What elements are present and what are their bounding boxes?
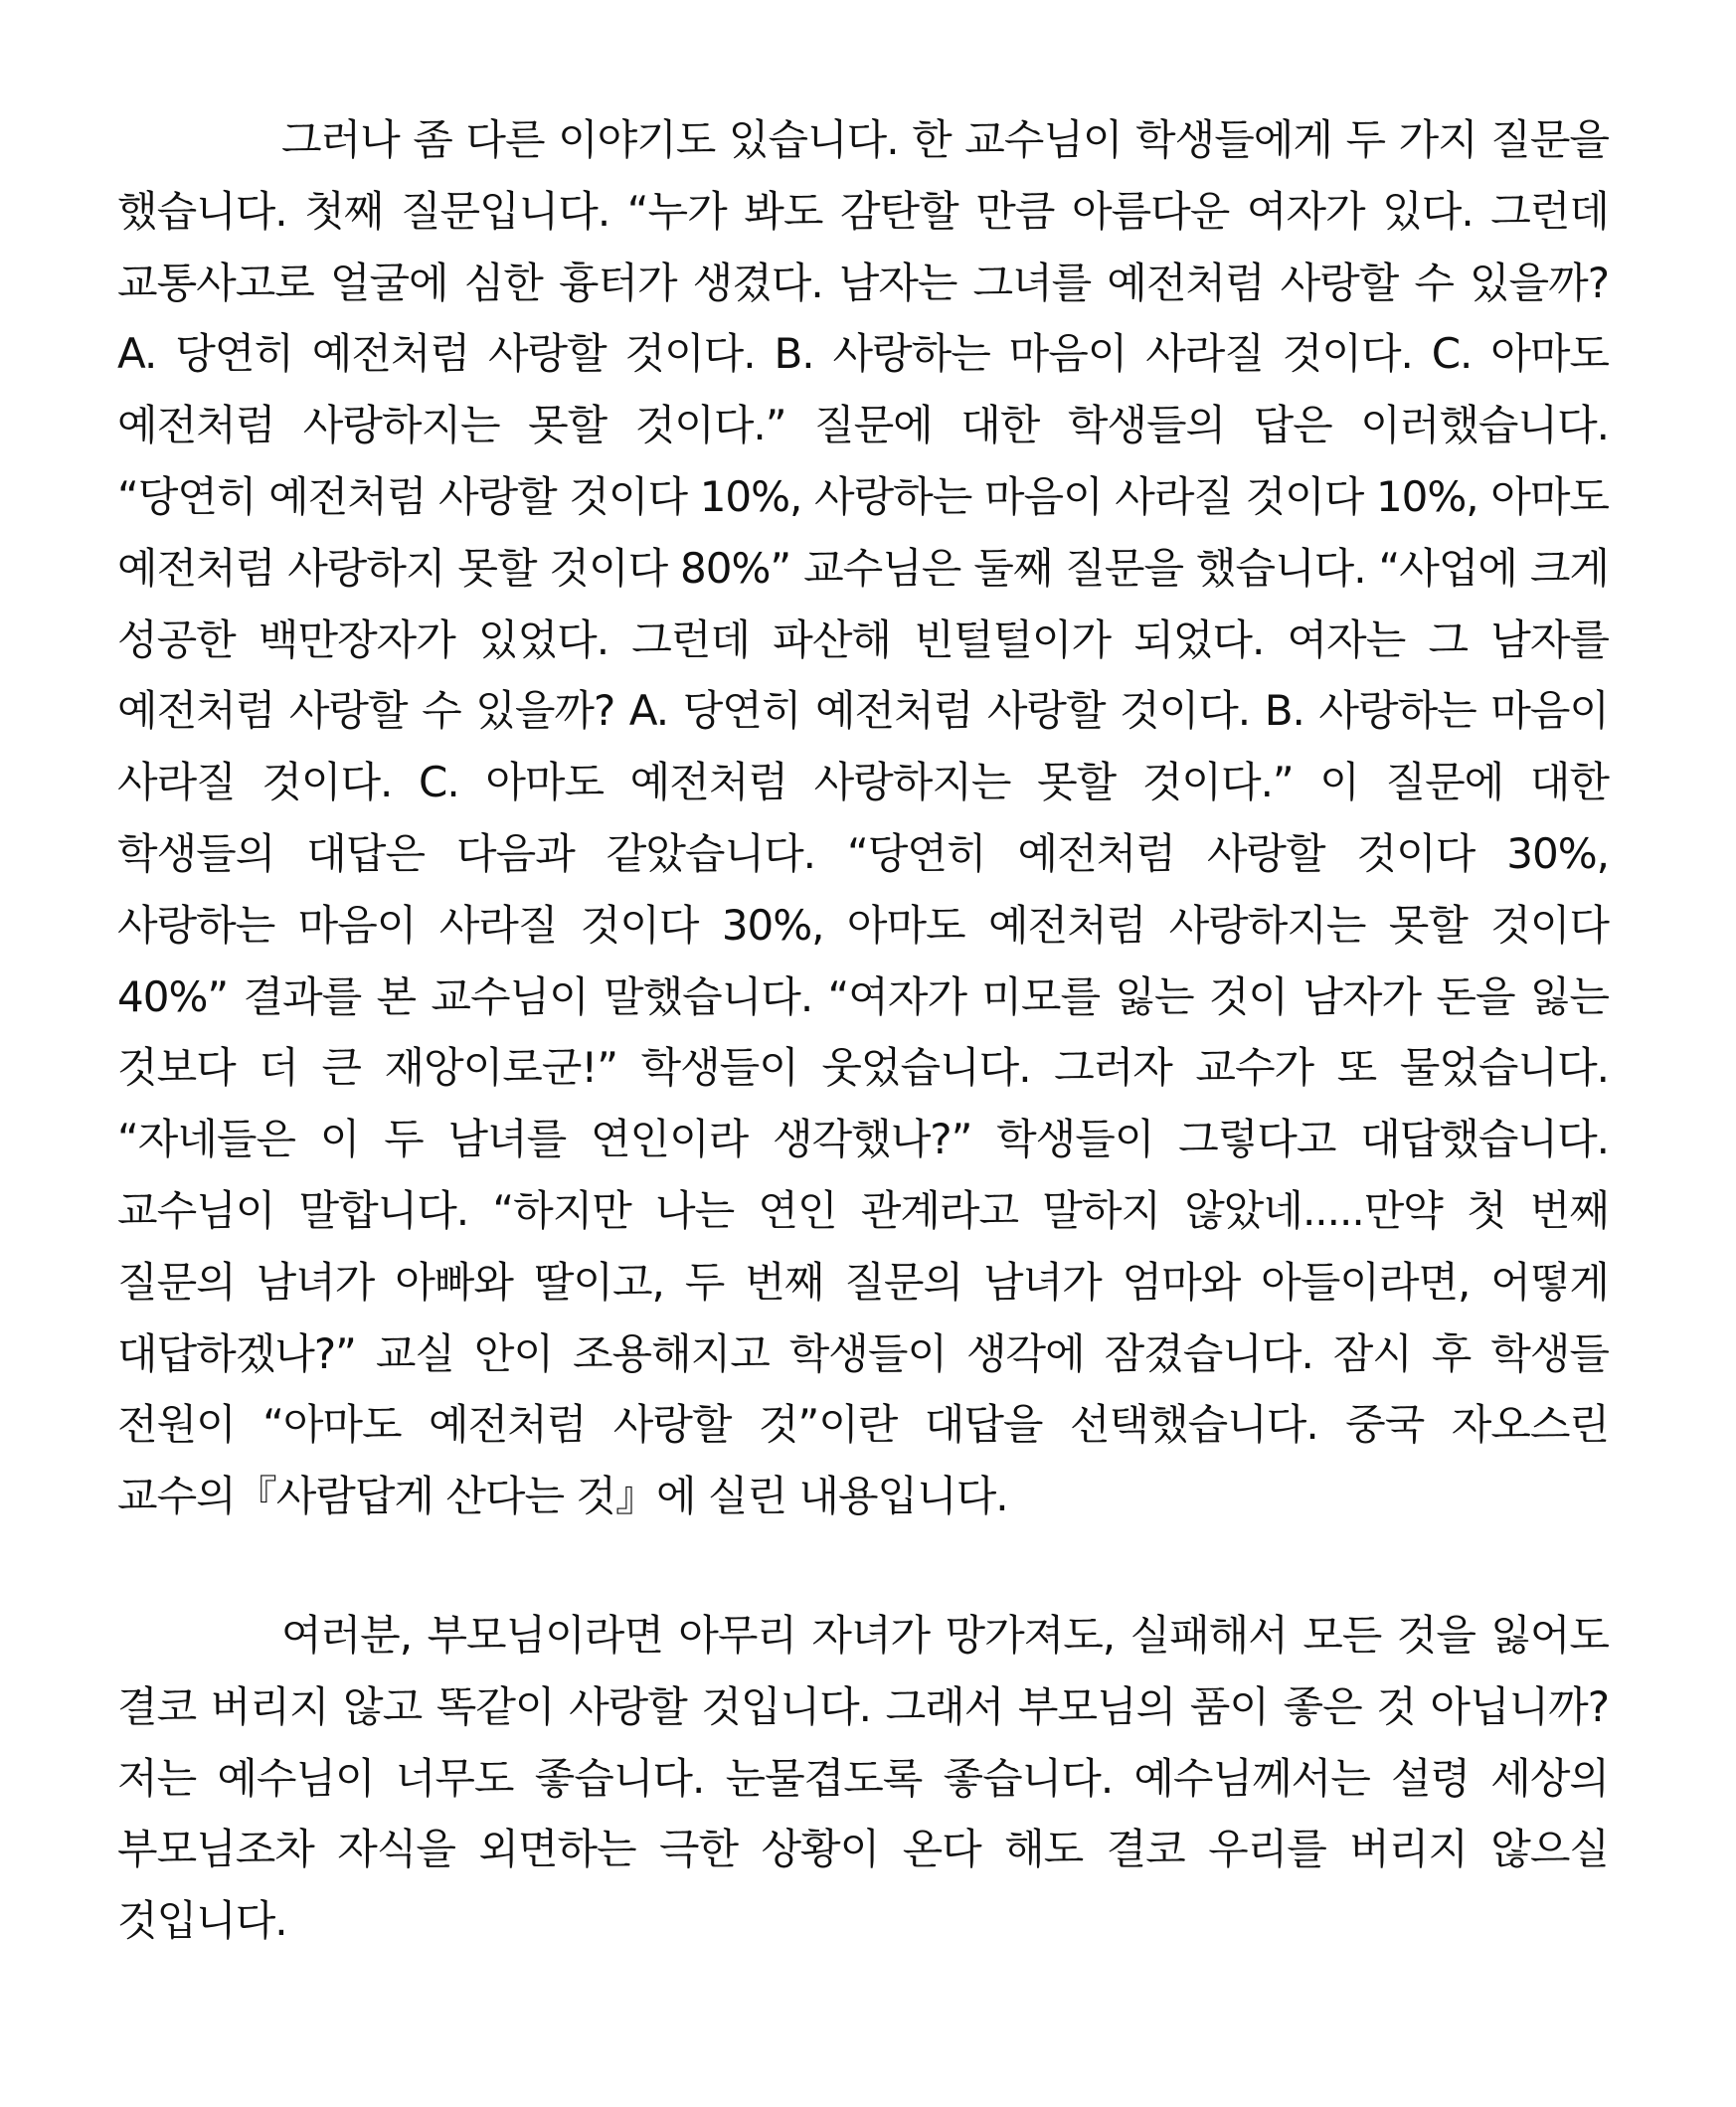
document-page — [117, 104, 1609, 1957]
paragraph-1: 그러나 좀 다른 이야기도 있습니다. 한 교수님이 학생들에게 두 가지 질문을 했습니다. 첫째 질문입니다. “누가 봐도 감탄할 만큼 아름다운 여자가 있다. 그런데 교통사고로 얼굴에 심한 흉터가 생겼다. 남자는 그녀를 예전처럼 사랑할 수 있을까? A. 당연히 예전처럼 사랑할 것이다. B. 사랑하는 마음이 사라질 것이다. C. 아마도 예전처럼 사랑하지는 못할 것이다.” 질문에 대한 학생들의 답은 이러했습니다. “당연히 예전처럼 사랑할 것이다 10%, 사랑하는 마음이 사라질 것이다 10%, 아마도 예전처럼 사랑하지 못할 것이다 80%” 교수님은 둘째 질문을 했습니다. “사업에 크게 성공한 백만장자가 있었다. 그런데 파산해 빈털털이가 되었다. 여자는 그 남자를 예전처럼 사랑할 수 있을까? A. 당연히 예전처럼 사랑할 것이다. B. 사랑하는 마음이 사라질 것이다. C. 아마도 예전처럼 사랑하지는 못할 것이다.” 이 질문에 대한 학생들의 대답은 다음과 같았습니다. “당연히 예전처럼 사랑할 것이다 30%, 사랑하는 마음이 사라질 것이다 30%, 아마도 예전처럼 사랑하지는 못할 것이다 40%” 결과를 본 교수님이 말했습니다. “여자가 미모를 잃는 것이 남자가 돈을 잃는 것보다 더 큰 재앙이로군!” 학생들이 웃었습니다. 그러자 교수가 또 물었습니다. “자네들은 이 두 남녀를 연인이라 생각했나?” 학생들이 그렇다고 대답했습니다. 교수님이 말합니다. “하지만 나는 연인 관계라고 말하지 않았네.....만약 첫 번째 질문의 남녀가 아빠와 딸이고, 두 번째 질문의 남녀가 엄마와 아들이라면, 어떻게 대답하겠나?” 교실 안이 조용해지고 학생들이 생각에 잠겼습니다. 잠시 후 학생들 전원이 “아마도 예전처럼 사랑할 것”이란 대답을 선택했습니다. 중국 자오스린 교수의『사람답게 산다는 것』에 실린 내용입니다. — [117, 115, 1609, 1521]
paragraph-2: 여러분, 부모님이라면 아무리 자녀가 망가져도, 실패해서 모든 것을 잃어도 결코 버리지 않고 똑같이 사랑할 것입니다. 그래서 부모님의 품이 좋은 것 아닙니까? 저는 예수님이 너무도 좋습니다. 눈물겹도록 좋습니다. 예수님께서는 설령 세상의 부모님조차 자식을 외면하는 극한 상황이 온다 해도 결코 우리를 버리지 않으실 것입니다. — [117, 1610, 1609, 1946]
